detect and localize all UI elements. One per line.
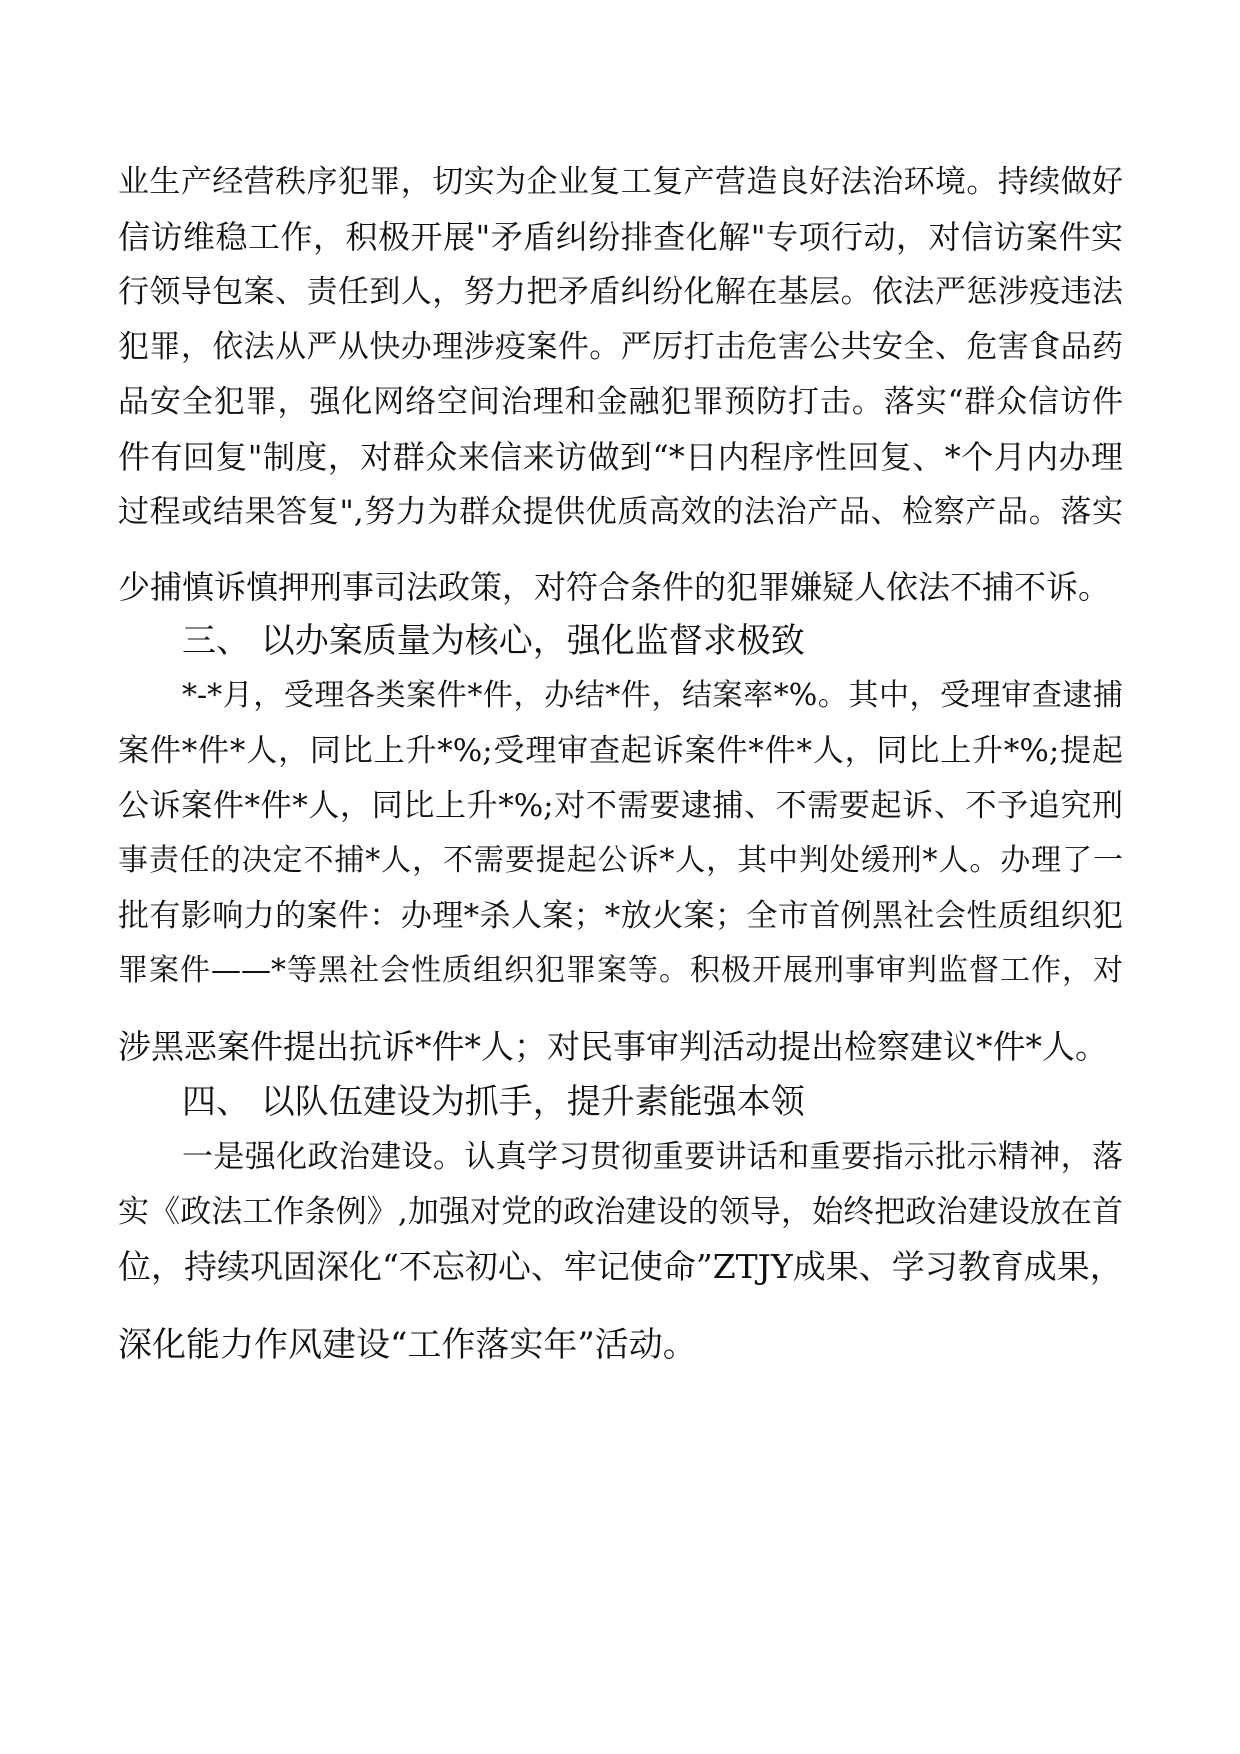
paragraph-1-line-6: 件有回复"制度，对群众来信来访做到“*日内程序性回复、*个月内办理 [118, 438, 1123, 476]
paragraph-2-line-6: 罪案件——*等黑社会性质组织犯罪案等。积极开展刑事审判监督工作，对 [118, 953, 1123, 988]
paragraph-3-line-2: 实《政法工作条例》,加强对党的政治建设的领导，始终把政治建设放在首 [118, 1194, 1123, 1230]
paragraph-1-line-2: 信访维稳工作，积极开展"矛盾纠纷排查化解"专项行动，对信访案件实 [118, 218, 1123, 256]
paragraph-2-line-1: *-*月，受理各类案件*件，办结*件，结案率*%。其中，受理审查逮捕 [182, 678, 1123, 713]
paragraph-3-line-4: 深化能力作风建设“工作落实年”活动。 [118, 1325, 697, 1365]
paragraph-2-line-3: 公诉案件*件*人，同比上升*%;对不需要逮捕、不需要起诉、不予追究刑 [118, 788, 1123, 824]
section-heading-3: 三、 以办案质量为核心，强化监督求极致 [182, 621, 805, 661]
paragraph-2-line-7: 涉黑恶案件提出抗诉*件*人；对民事审判活动提出检察建议*件*人。 [118, 1027, 1108, 1066]
paragraph-1-line-3: 行领导包案、责任到人，努力把矛盾纠纷化解在基层。依法严惩涉疫违法 [118, 274, 1123, 310]
paragraph-1-line-5: 品安全犯罪，强化网络空间治理和金融犯罪预防打击。落实“群众信访件 [118, 384, 1123, 420]
paragraph-3-line-1: 一是强化政治建设。认真学习贯彻重要讲话和重要指示批示精神，落 [182, 1139, 1123, 1175]
paragraph-3-line-3: 位，持续巩固深化“不忘初心、牢记使命”ZTJY成果、学习教育成果， [118, 1247, 1123, 1286]
section-heading-4: 四、 以队伍建设为抓手，提升素能强本领 [182, 1082, 805, 1122]
paragraph-1-line-4: 犯罪，依法从严从快办理涉疫案件。严厉打击危害公共安全、危害食品药 [118, 329, 1123, 365]
paragraph-1-line-7: 过程或结果答复",努力为群众提供优质高效的法治产品、检察产品。落实 [118, 494, 1123, 530]
paragraph-1-line-8: 少捕慎诉慎押刑事司法政策，对符合条件的犯罪嫌疑人依法不捕不诉。 [118, 568, 1111, 606]
paragraph-1-line-1: 业生产经营秩序犯罪，切实为企业复工复产营造良好法治环境。持续做好 [118, 164, 1123, 200]
paragraph-2-line-5: 批有影响力的案件：办理*杀人案；*放火案；全市首例黑社会性质组织犯 [118, 898, 1123, 934]
paragraph-2-line-2: 案件*件*人，同比上升*%;受理审查起诉案件*件*人，同比上升*%;提起 [118, 733, 1123, 769]
paragraph-2-line-4: 事责任的决定不捕*人，不需要提起公诉*人，其中判处缓刑*人。办理了一 [118, 843, 1123, 878]
